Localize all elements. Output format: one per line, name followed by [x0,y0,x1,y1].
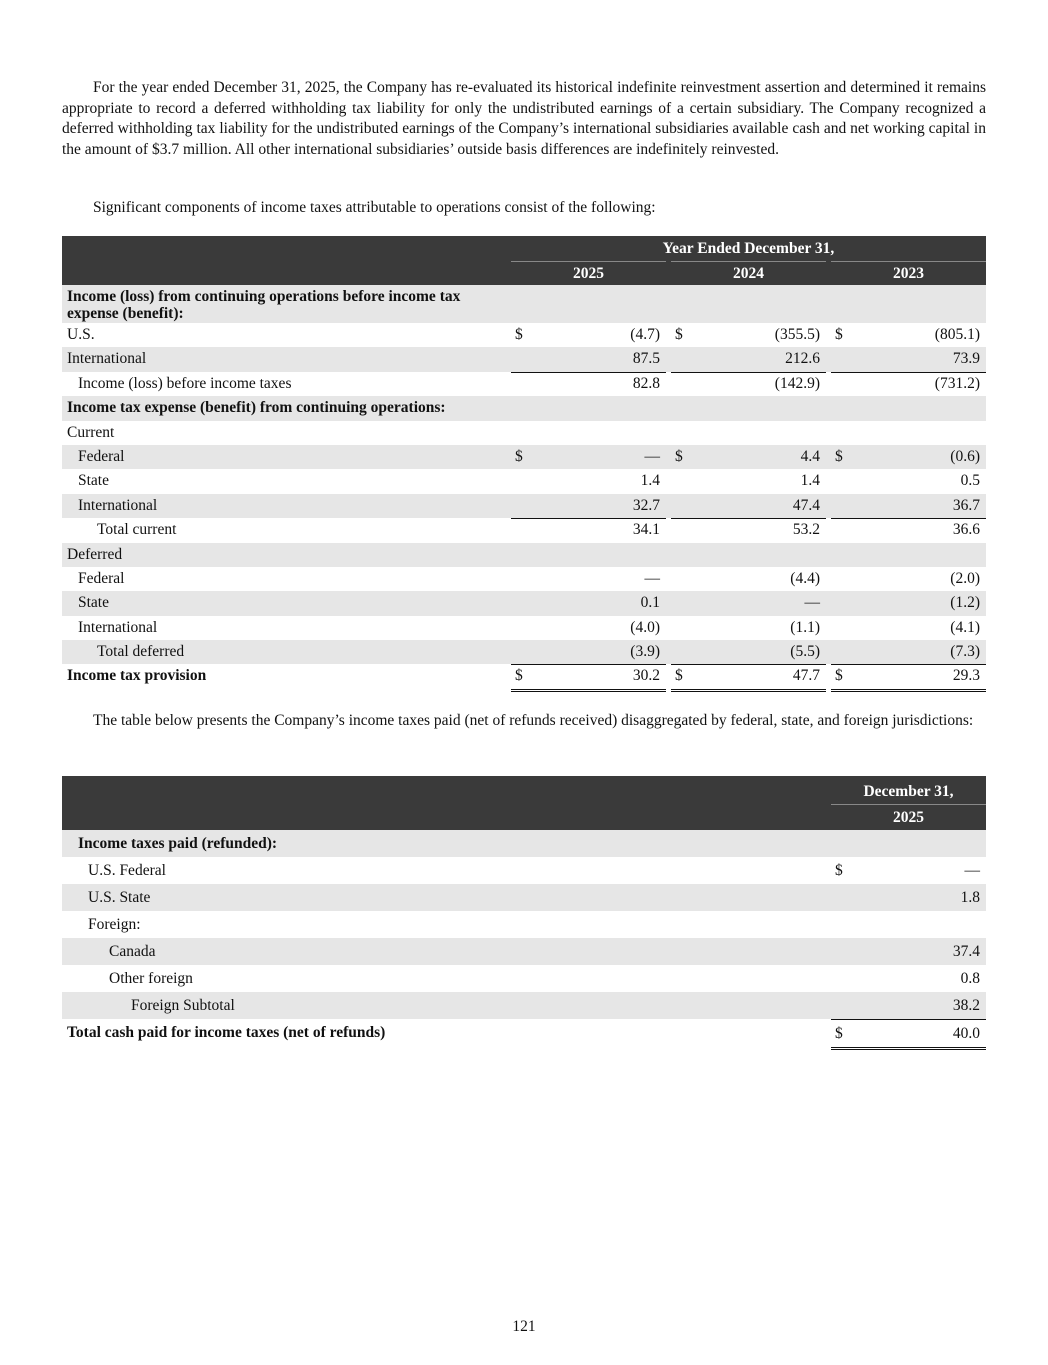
cell-2023 [831,664,986,691]
cell-2024 [671,372,826,399]
cell-2025 [511,372,666,399]
table-row [62,965,986,992]
cell-value: 1.8 [960,889,980,906]
cell-value: (731.2) [934,374,980,392]
paragraph-taxes-paid-intro: The table below presents the Company’s income taxes paid (net of refunds received) disaggregated by federal, state, and foreign jurisdictions: [93,712,974,729]
cell-value: — [804,594,820,612]
cell-2024 [671,664,826,691]
cell-2024 [671,469,826,493]
cell-2025 [511,323,666,347]
row-label: Deferred [67,545,123,563]
cell-value: (0.6) [950,447,980,465]
cell-value: 30.2 [632,667,660,685]
cell-2025 [511,347,666,372]
cell-value: 82.8 [632,374,660,392]
income-tax-components-table [62,236,986,689]
cell-2024 [671,640,826,665]
table-row [62,323,986,347]
row-label: Total current [97,521,177,539]
cell-value: 1.4 [640,472,660,490]
table-header [62,236,986,285]
cell-2023 [831,567,986,591]
row-label: Income (loss) before income taxes [78,374,292,392]
currency-symbol: $ [835,326,843,343]
cell-2025 [511,445,666,469]
cell-value: 47.7 [792,667,820,685]
cell-value: 0.8 [960,970,980,987]
cell-value: 1.4 [800,472,820,490]
cell-2025 [511,518,666,542]
cell-2025 [511,567,666,591]
table-row [62,285,986,323]
row-label: State [78,472,109,490]
table-row [62,640,986,664]
cell-2023 [831,347,986,372]
cell-2025 [511,664,666,691]
cell-value: (355.5) [774,326,820,343]
table-row [62,567,986,591]
header-title: Year Ended December 31, [662,240,835,257]
page-number: 121 [512,1318,536,1335]
currency-symbol: $ [835,447,843,465]
cell-2024 [671,347,826,372]
year-header-2023: 2023 [831,261,986,286]
row-label: U.S. State [88,889,151,906]
table-row [62,591,986,615]
currency-symbol: $ [515,667,523,685]
table-row [62,664,986,688]
table-row [62,616,986,640]
header-title: December 31, [863,783,954,800]
cell-value: (4.7) [630,326,660,343]
row-label: Foreign: [88,916,141,933]
cell-2023 [831,445,986,469]
cell-value: (5.5) [790,643,820,661]
row-label: Total cash paid for income taxes (net of refunds) [67,1024,386,1041]
cell-value: 0.1 [640,594,660,612]
currency-symbol: $ [675,667,683,685]
cell-value: 37.4 [952,943,980,960]
table-row [62,421,986,445]
cell-value: 34.1 [632,521,660,539]
cell-value: (142.9) [774,374,820,392]
cell-2023 [831,640,986,665]
table-row [62,1019,986,1046]
cell-2024 [671,616,826,641]
cell-2025 [831,938,986,965]
cell-2024 [671,494,826,519]
cell-value: 73.9 [952,350,980,368]
cell-value: 29.3 [952,667,980,685]
paragraph-reinvestment: For the year ended December 31, 2025, the Company has re-evaluated its historical indefinite reinvestment assertion and determined it remains appropriate to record a deferred withholding tax liability for only the undistributed earnings of a certain subsidiary. The Company recognized a deferred withholding tax liability for the undistributed earnings of the Company’s international subsidiaries available cash and net working capital in the amount of $3.7 million. All other international subsidiaries’ outside basis differences are indefinitely reinvested. [62,79,986,158]
year-header-2024: 2024 [671,261,826,286]
cell-value: 47.4 [792,496,820,514]
table-row [62,911,986,938]
cell-2023 [831,591,986,615]
cell-value: 38.2 [952,997,980,1014]
cell-2025 [511,640,666,665]
currency-symbol: $ [675,447,683,465]
currency-symbol: $ [835,862,843,879]
cell-value: — [964,862,980,879]
currency-symbol: $ [835,1025,843,1042]
table-row [62,347,986,371]
cell-2024 [671,518,826,542]
table-row [62,830,986,857]
cell-2024 [671,445,826,469]
cell-2024 [671,591,826,615]
table-row [62,857,986,884]
cell-value: (2.0) [950,569,980,587]
cell-value: (7.3) [950,643,980,661]
cell-value: 53.2 [792,521,820,539]
cell-2025 [511,494,666,519]
row-label: Income (loss) from continuing operations before income tax expense (benefit): [67,288,461,322]
row-label: Federal [78,447,125,465]
cell-value: (1.2) [950,594,980,612]
cell-value: — [644,569,660,587]
table-row [62,469,986,493]
row-label: U.S. Federal [88,862,166,879]
table-row [62,543,986,567]
table-row [62,396,986,420]
cell-2025 [831,884,986,911]
cell-2023 [831,518,986,542]
row-label: Foreign Subtotal [131,997,235,1014]
cell-2024 [671,323,826,347]
cell-value: (805.1) [934,326,980,343]
cell-value: (4.4) [790,569,820,587]
cell-2025 [511,616,666,641]
cell-value: 0.5 [960,472,980,490]
table-row [62,494,986,518]
cell-2025 [511,591,666,615]
cell-2025 [511,469,666,493]
year-header-2025: 2025 [831,804,986,831]
cell-2023 [831,372,986,399]
row-label: Total deferred [97,643,185,661]
table-header [62,776,986,830]
row-label: U.S. [67,326,95,343]
row-label: International [78,496,158,514]
cell-value: (3.9) [630,643,660,661]
row-label: Canada [109,943,156,960]
cell-value: 87.5 [632,350,660,368]
cell-value: — [644,447,660,465]
currency-symbol: $ [675,326,683,343]
row-label: International [78,618,158,636]
table-row [62,372,986,396]
cell-2025 [831,992,986,1019]
row-label: Income tax expense (benefit) from continuing operations: [67,399,446,417]
cell-2024 [671,567,826,591]
row-label: State [78,594,109,612]
currency-symbol: $ [515,447,523,465]
table-row [62,938,986,965]
cell-2023 [831,616,986,641]
cell-2023 [831,469,986,493]
table-row [62,884,986,911]
cell-2025 [831,857,986,884]
cell-value: (4.0) [630,618,660,636]
row-label: Current [67,423,115,441]
cell-value: 212.6 [785,350,820,368]
paragraph-components-intro: Significant components of income taxes attributable to operations consist of the following: [93,199,656,216]
cell-2023 [831,323,986,347]
row-label: Other foreign [109,970,193,987]
row-label: International [67,350,147,368]
cell-value: 32.7 [632,496,660,514]
cell-2025 [831,1019,986,1050]
cell-2025 [831,965,986,993]
table-row [62,518,986,542]
cell-2023 [831,494,986,519]
table-row [62,445,986,469]
year-header-2025: 2025 [511,261,666,286]
currency-symbol: $ [515,326,523,343]
cell-value: 36.7 [952,496,980,514]
cell-value: (1.1) [790,618,820,636]
cell-value: 40.0 [952,1025,980,1042]
row-label: Income taxes paid (refunded): [78,835,278,852]
table-row [62,992,986,1019]
cell-value: 36.6 [952,521,980,539]
currency-symbol: $ [835,667,843,685]
row-label: Income tax provision [67,667,207,685]
cell-value: 4.4 [800,447,820,465]
row-label: Federal [78,569,125,587]
cell-value: (4.1) [950,618,980,636]
income-taxes-paid-table [62,776,986,1046]
